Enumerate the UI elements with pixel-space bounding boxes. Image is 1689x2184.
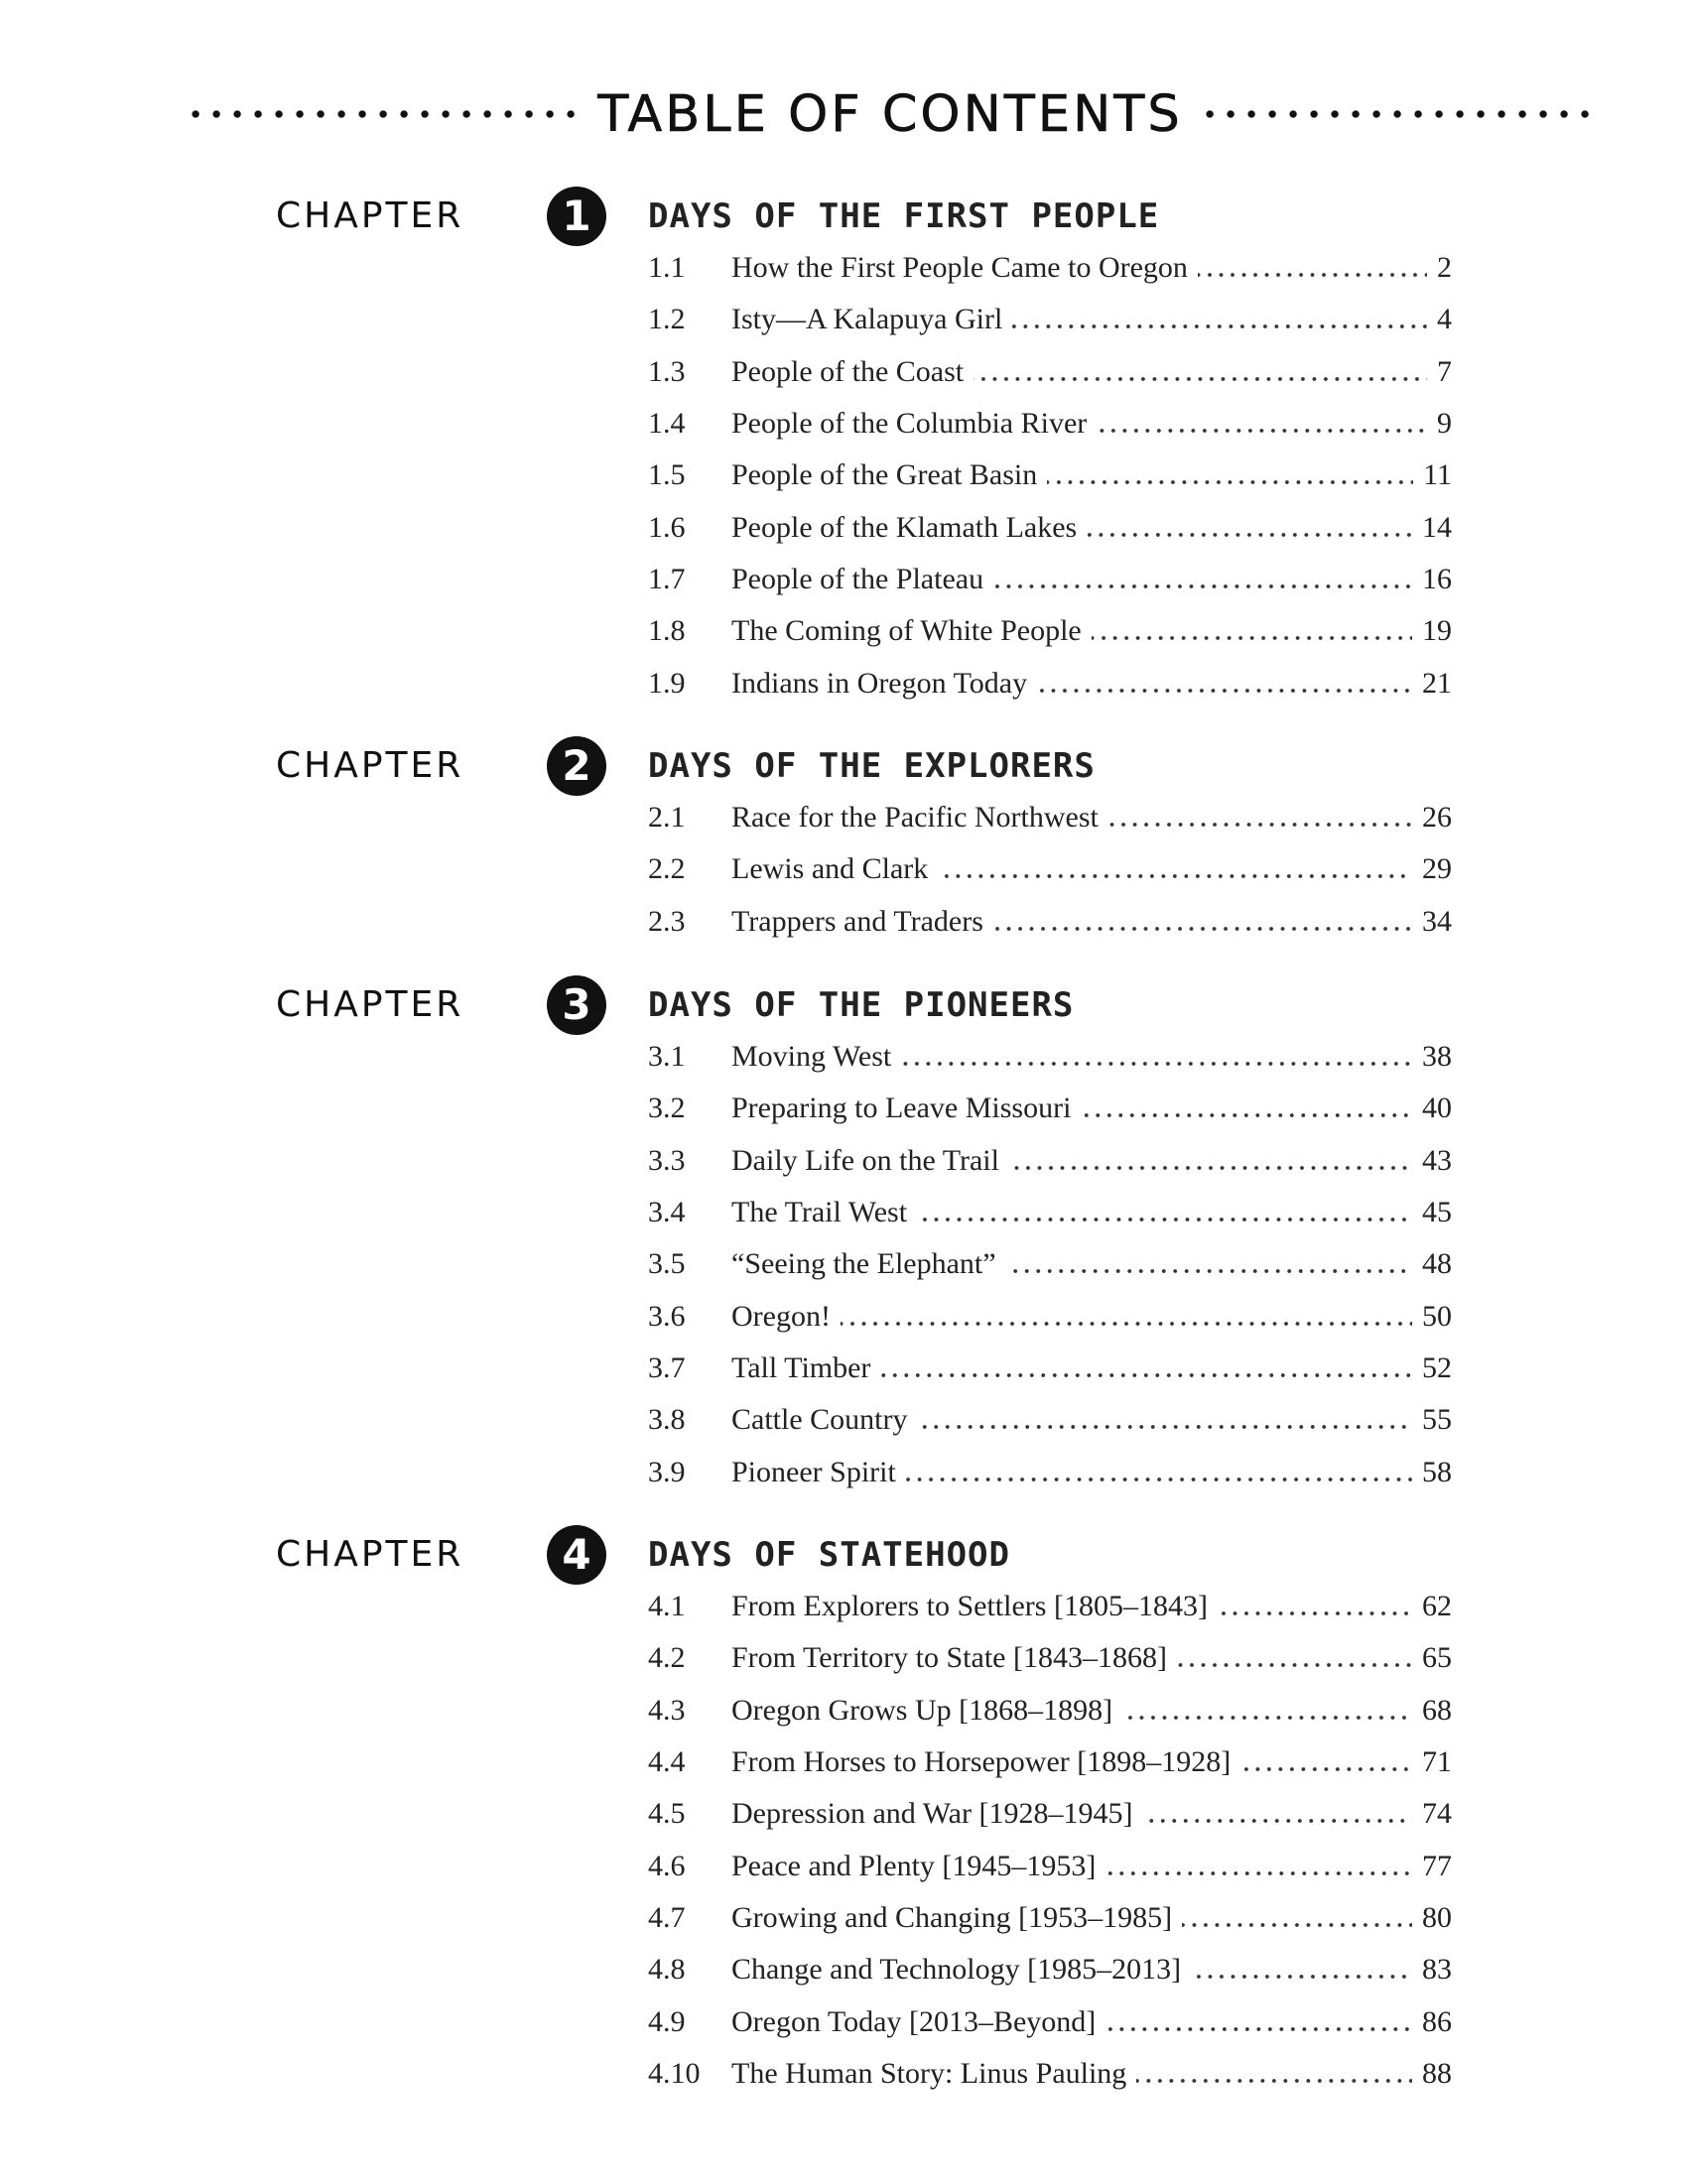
entry-number: 4.8	[648, 1953, 686, 1987]
entry-page: 11	[1423, 458, 1452, 492]
entry-title: Lewis and Clark	[731, 852, 929, 886]
toc-entry	[648, 294, 1452, 345]
dot-leader	[917, 1405, 1412, 1435]
dot-leader	[1012, 305, 1427, 334]
entry-title: Daily Life on the Trail	[731, 1143, 999, 1177]
dot-leader	[1136, 2059, 1412, 2089]
toc-entry	[648, 1685, 1452, 1736]
dot-leader	[1142, 1799, 1412, 1829]
toc-entry	[648, 1581, 1452, 1632]
chapter-number-badge: 3	[547, 975, 606, 1035]
entry-title: People of the Plateau	[731, 562, 984, 595]
chapter-title: DAYS OF THE EXPLORERS	[648, 746, 1096, 786]
dot-leader	[901, 1042, 1412, 1072]
entry-title: Pioneer Spirit	[731, 1455, 896, 1488]
toc-entry	[648, 1995, 1452, 2047]
dot-leader	[1182, 1903, 1412, 1933]
entry-page: 43	[1422, 1143, 1452, 1177]
toc-entry	[648, 1788, 1452, 1840]
entry-page: 62	[1422, 1590, 1452, 1623]
entry-title: People of the Columbia River	[731, 407, 1088, 441]
entry-number: 4.2	[648, 1641, 686, 1675]
entry-number: 4.9	[648, 2004, 686, 2038]
dot-leader	[993, 565, 1412, 594]
toc-entry	[648, 1892, 1452, 1944]
entry-title: Isty—A Kalapuya Girl	[731, 303, 1003, 336]
dot-leader	[1122, 1696, 1412, 1726]
entry-title: Tall Timber	[731, 1350, 871, 1384]
dot-leader	[1092, 616, 1412, 646]
entry-title: The Human Story: Linus Pauling	[731, 2056, 1127, 2090]
entry-title: “Seeing the Elephant”	[731, 1247, 996, 1281]
entry-number: 3.9	[648, 1455, 686, 1488]
toc-entry	[648, 1944, 1452, 1995]
toc-entry	[648, 242, 1452, 294]
entry-page: 50	[1422, 1299, 1452, 1333]
dot-leader	[974, 357, 1427, 387]
chapter-title: DAYS OF THE PIONEERS	[648, 985, 1075, 1025]
entry-page: 88	[1422, 2056, 1452, 2090]
entry-title: Trappers and Traders	[731, 904, 983, 938]
entry-number: 4.6	[648, 1849, 686, 1882]
page-title: TABLE OF CONTENTS	[597, 84, 1183, 144]
dot-leader	[1009, 1146, 1412, 1176]
entry-number: 1.8	[648, 614, 686, 648]
entry-title: People of the Great Basin	[731, 458, 1038, 492]
entry-number: 1.5	[648, 458, 686, 492]
entry-title: Depression and War [1928–1945]	[731, 1797, 1133, 1831]
toc-entry	[648, 1840, 1452, 1891]
entry-number: 2.1	[648, 801, 686, 835]
dot-leader	[993, 907, 1412, 937]
entry-title: Oregon!	[731, 1299, 831, 1333]
toc-entry	[648, 1736, 1452, 1788]
entry-page: 34	[1422, 904, 1452, 938]
toc-entry	[648, 1343, 1452, 1394]
dot-leader	[1006, 1249, 1412, 1279]
dot-leader	[1218, 1592, 1412, 1621]
entry-page: 71	[1422, 1745, 1452, 1779]
entry-title: Moving West	[731, 1040, 892, 1074]
toc-entry	[648, 896, 1452, 948]
entry-number: 4.4	[648, 1745, 686, 1779]
toc-entry	[648, 1083, 1452, 1134]
chapter-label: CHAPTER	[276, 984, 464, 1025]
entry-title: From Horses to Horsepower [1898–1928]	[731, 1745, 1232, 1779]
dot-leader	[1105, 1852, 1412, 1881]
toc-entry	[648, 1031, 1452, 1083]
entry-page: 86	[1422, 2004, 1452, 2038]
entry-number: 3.5	[648, 1247, 686, 1281]
entry-page: 45	[1422, 1196, 1452, 1229]
entry-number: 3.1	[648, 1040, 686, 1074]
dot-leader	[906, 1458, 1412, 1487]
entry-title: Preparing to Leave Missouri	[731, 1092, 1072, 1125]
entry-title: Oregon Grows Up [1868–1898]	[731, 1693, 1113, 1727]
entry-title: Race for the Pacific Northwest	[731, 801, 1099, 835]
entry-page: 58	[1422, 1455, 1452, 1488]
chapter-number-badge: 2	[547, 736, 606, 796]
entry-number: 3.4	[648, 1196, 686, 1229]
dot-leader	[1105, 2007, 1412, 2037]
chapter-label: CHAPTER	[276, 195, 464, 236]
dot-leader	[1087, 513, 1412, 543]
entry-page: 80	[1422, 1900, 1452, 1934]
entry-list	[648, 792, 1452, 948]
entry-number: 4.7	[648, 1900, 686, 1934]
toc-entry	[648, 2048, 1452, 2100]
toc-entry	[648, 1187, 1452, 1238]
entry-title: Peace and Plenty [1945–1953]	[731, 1849, 1097, 1882]
toc-entry	[648, 501, 1452, 553]
entry-title: The Coming of White People	[731, 614, 1082, 648]
entry-page: 83	[1422, 1953, 1452, 1987]
dot-leader	[1081, 1093, 1412, 1123]
entry-number: 1.6	[648, 510, 686, 544]
entry-number: 2.3	[648, 904, 686, 938]
entry-title: Growing and Changing [1953–1985]	[731, 1900, 1173, 1934]
dot-leader	[1037, 669, 1412, 699]
toc-entry	[648, 1446, 1452, 1497]
entry-number: 3.3	[648, 1143, 686, 1177]
entry-title: People of the Coast	[731, 354, 965, 388]
chapter-number-badge: 4	[547, 1525, 606, 1585]
entry-number: 2.2	[648, 852, 686, 886]
entry-number: 3.6	[648, 1299, 686, 1333]
toc-entry	[648, 554, 1452, 605]
entry-title: How the First People Came to Oregon	[731, 251, 1188, 285]
entry-number: 4.3	[648, 1693, 686, 1727]
entry-title: The Trail West	[731, 1196, 908, 1229]
entry-number: 4.1	[648, 1590, 686, 1623]
toc-entry	[648, 1238, 1452, 1290]
entry-title: Change and Technology [1985–2013]	[731, 1953, 1182, 1987]
entry-title: Cattle Country	[731, 1403, 908, 1437]
dot-leader	[880, 1353, 1412, 1383]
toc-entry	[648, 1394, 1452, 1446]
toc-entry	[648, 398, 1452, 450]
header-dots-right	[1205, 110, 1590, 118]
entry-page: 2	[1437, 251, 1452, 285]
chapter-label: CHAPTER	[276, 1534, 464, 1575]
entry-page: 16	[1422, 562, 1452, 595]
entry-list	[648, 242, 1452, 709]
dot-leader	[1108, 803, 1412, 833]
entry-page: 68	[1422, 1693, 1452, 1727]
entry-number: 1.1	[648, 251, 686, 285]
entry-page: 14	[1422, 510, 1452, 544]
dot-leader	[1198, 253, 1427, 283]
entry-number: 3.7	[648, 1350, 686, 1384]
entry-number: 3.2	[648, 1092, 686, 1125]
toc-entry	[648, 657, 1452, 708]
chapter-label: CHAPTER	[276, 745, 464, 786]
chapter-title: DAYS OF STATEHOOD	[648, 1535, 1010, 1575]
entry-list	[648, 1581, 1452, 2100]
entry-page: 55	[1422, 1403, 1452, 1437]
entry-page: 48	[1422, 1247, 1452, 1281]
entry-number: 4.10	[648, 2056, 701, 2090]
dot-leader	[1240, 1747, 1412, 1777]
toc-entry	[648, 1632, 1452, 1684]
entry-title: Oregon Today [2013–Beyond]	[731, 2004, 1097, 2038]
entry-page: 9	[1437, 407, 1452, 441]
entry-title: Indians in Oregon Today	[731, 666, 1028, 700]
dot-leader	[1177, 1643, 1412, 1673]
chapter-number-badge: 1	[547, 187, 606, 246]
toc-entry	[648, 1135, 1452, 1187]
entry-number: 1.3	[648, 354, 686, 388]
toc-entry	[648, 605, 1452, 657]
entry-page: 4	[1437, 303, 1452, 336]
entry-page: 19	[1422, 614, 1452, 648]
toc-entry	[648, 843, 1452, 895]
entry-number: 1.4	[648, 407, 686, 441]
entry-title: People of the Klamath Lakes	[731, 510, 1078, 544]
toc-header	[191, 81, 1590, 147]
entry-number: 1.7	[648, 562, 686, 595]
dot-leader	[1047, 460, 1413, 490]
dot-leader	[841, 1302, 1412, 1332]
header-dots-left	[191, 110, 576, 118]
toc-entry	[648, 346, 1452, 398]
dot-leader	[938, 854, 1412, 884]
toc-entry	[648, 450, 1452, 501]
chapter-title: DAYS OF THE FIRST PEOPLE	[648, 196, 1160, 236]
dot-leader	[1097, 409, 1427, 439]
entry-page: 26	[1422, 801, 1452, 835]
entry-page: 52	[1422, 1350, 1452, 1384]
entry-page: 40	[1422, 1092, 1452, 1125]
toc-entry	[648, 792, 1452, 843]
entry-page: 65	[1422, 1641, 1452, 1675]
entry-page: 21	[1422, 666, 1452, 700]
entry-number: 3.8	[648, 1403, 686, 1437]
entry-title: From Territory to State [1843–1868]	[731, 1641, 1167, 1675]
entry-title: From Explorers to Settlers [1805–1843]	[731, 1590, 1208, 1623]
dot-leader	[1191, 1955, 1412, 1985]
toc-entry	[648, 1290, 1452, 1342]
entry-number: 1.9	[648, 666, 686, 700]
dot-leader	[917, 1198, 1412, 1227]
entry-page: 29	[1422, 852, 1452, 886]
entry-number: 1.2	[648, 303, 686, 336]
entry-page: 7	[1437, 354, 1452, 388]
entry-list	[648, 1031, 1452, 1498]
entry-page: 74	[1422, 1797, 1452, 1831]
entry-page: 77	[1422, 1849, 1452, 1882]
entry-page: 38	[1422, 1040, 1452, 1074]
entry-number: 4.5	[648, 1797, 686, 1831]
